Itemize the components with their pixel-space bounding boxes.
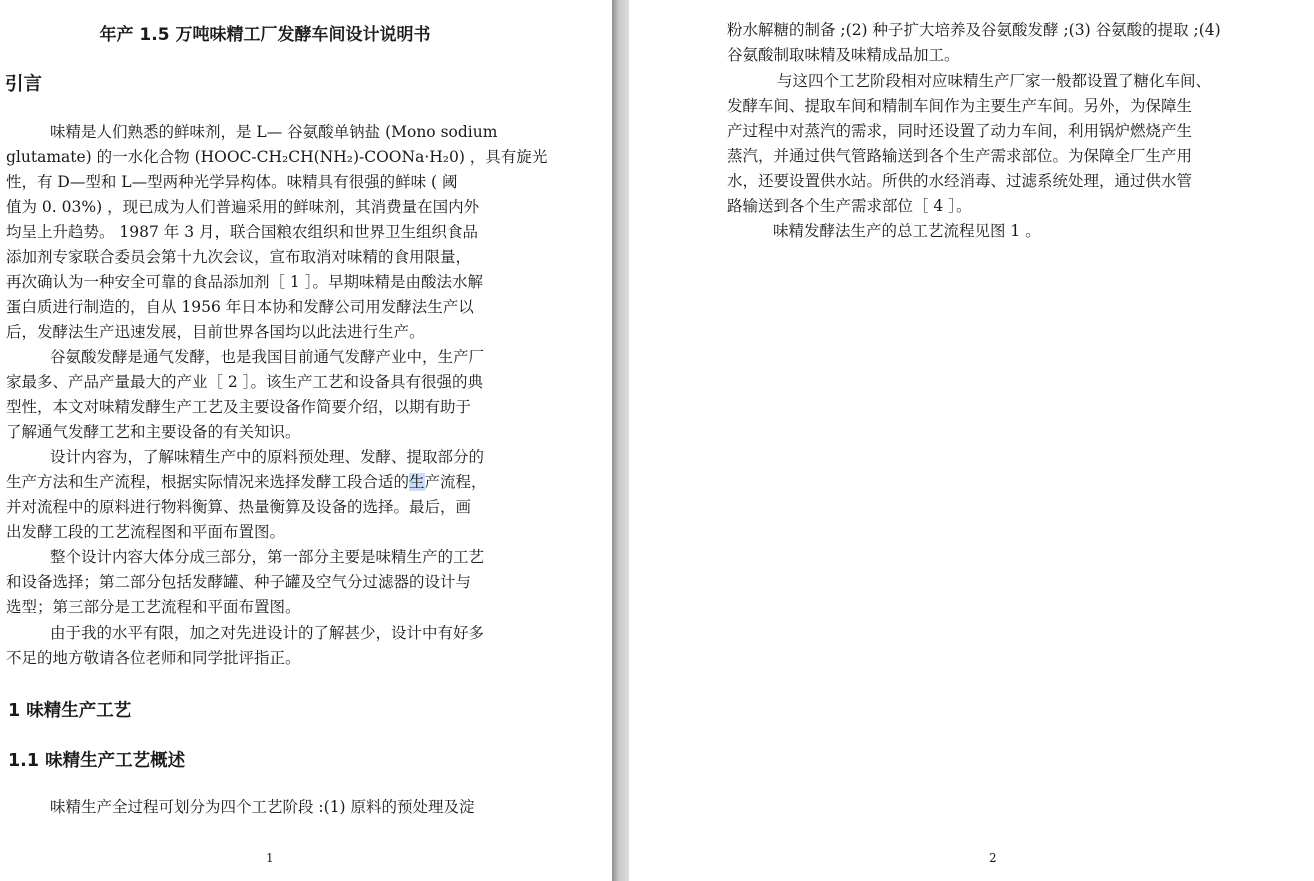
- paragraph-line: 和设备选择；第二部分包括发酵罐、种子罐及空气分过滤器的设计与: [6, 573, 472, 591]
- page-number: 1: [266, 851, 274, 865]
- paragraph-line: 谷氨酸发酵是通气发酵，也是我国目前通气发酵产业中，生产厂: [50, 348, 485, 366]
- paragraph-line: 型性，本文对味精发酵生产工艺及主要设备作简要介绍，以期有助于: [6, 398, 472, 416]
- line-text: 生产方法和生产流程，根据实际情况来选择发酵工段合适的: [6, 473, 410, 491]
- paragraph-line: 产过程中对蒸汽的需求，同时还设置了动力车间，利用锅炉燃烧产生: [727, 122, 1193, 140]
- paragraph-line: 出发酵工段的工艺流程图和平面布置图。: [6, 523, 286, 541]
- paragraph-line: 蛋白质进行制造的，自从 1956 年日本协和发酵公司用发酵法生产以: [6, 298, 474, 316]
- paragraph-line: 发酵车间、提取车间和精制车间作为主要生产车间。另外，为保障生: [727, 97, 1193, 115]
- document-page-1: [0, 0, 612, 881]
- paragraph-line: [6, 472, 487, 492]
- page-number: 2: [989, 851, 997, 865]
- paragraph-line: 味精是人们熟悉的鲜味剂，是 L— 谷氨酸单钠盐 (Mono sodium: [50, 123, 498, 141]
- intro-heading: 引言: [5, 74, 43, 95]
- paragraph-line: 了解通气发酵工艺和主要设备的有关知识。: [6, 423, 301, 441]
- document-title: 年产 1.5 万吨味精工厂发酵车间设计说明书: [99, 25, 431, 45]
- paragraph-line: 粉水解糖的制备 ;(2) 种子扩大培养及谷氨酸发酵 ;(3) 谷氨酸的提取 ;(4): [727, 21, 1221, 39]
- paragraph-line: 与这四个工艺阶段相对应味精生产厂家一般都设置了糖化车间、: [777, 72, 1212, 90]
- section-heading: 1 味精生产工艺: [8, 701, 132, 721]
- paragraph-line: 不足的地方敬请各位老师和同学批评指正。: [6, 649, 301, 667]
- paragraph-line: 谷氨酸制取味精及味精成品加工。: [727, 46, 960, 64]
- paragraph-line: 蒸汽，并通过供气管路输送到各个生产需求部位。为保障全厂生产用: [727, 147, 1193, 165]
- paragraph-line: 添加剂专家联合委员会第十九次会议，宣布取消对味精的食用限量，: [6, 248, 472, 266]
- page-gap: [612, 0, 629, 881]
- paragraph-line: 后，发酵法生产迅速发展，目前世界各国均以此法进行生产。: [6, 323, 425, 341]
- paragraph-line: 性，有 D—型和 L—型两种光学异构体。味精具有很强的鲜味 ( 阈: [6, 173, 458, 191]
- paragraph-line: glutamate) 的一水化合物 (HOOC-CH₂CH(NH₂)-COONa·H₂0) ，具有旋光: [6, 148, 548, 166]
- document-page-2: [629, 0, 1314, 881]
- line-text: 产流程，: [424, 473, 487, 491]
- paragraph-line: 家最多、产品产量最大的产业［ 2 ］。该生产工艺和设备具有很强的典: [6, 373, 483, 391]
- text-selection-highlight[interactable]: 生: [409, 473, 425, 491]
- paragraph-line: 味精发酵法生产的总工艺流程见图 1 。: [773, 222, 1041, 240]
- subsection-heading: 1.1 味精生产工艺概述: [8, 751, 186, 771]
- paragraph-line: 再次确认为一种安全可靠的食品添加剂［ 1 ］。早期味精是由酸法水解: [6, 273, 483, 291]
- paragraph-line: 味精生产全过程可划分为四个工艺阶段 :(1) 原料的预处理及淀: [50, 798, 475, 816]
- paragraph-line: 水，还要设置供水站。所供的水经消毒、过滤系统处理，通过供水管: [727, 172, 1193, 190]
- paragraph-line: 并对流程中的原料进行物料衡算、热量衡算及设备的选择。最后，画: [6, 498, 472, 516]
- paragraph-line: 选型；第三部分是工艺流程和平面布置图。: [6, 598, 301, 616]
- paragraph-line: 值为 0. 03%) ，现已成为人们普遍采用的鲜味剂，其消费量在国内外: [6, 198, 480, 216]
- paragraph-line: 均呈上升趋势。 1987 年 3 月，联合国粮农组织和世界卫生组织食品: [6, 223, 479, 241]
- paragraph-line: 整个设计内容大体分成三部分，第一部分主要是味精生产的工艺: [50, 548, 485, 566]
- paragraph-line: 路输送到各个生产需求部位［ 4 ］。: [727, 197, 972, 215]
- paragraph-line: 由于我的水平有限，加之对先进设计的了解甚少，设计中有好多: [50, 624, 485, 642]
- paragraph-line: 设计内容为，了解味精生产中的原料预处理、发酵、提取部分的: [50, 448, 485, 466]
